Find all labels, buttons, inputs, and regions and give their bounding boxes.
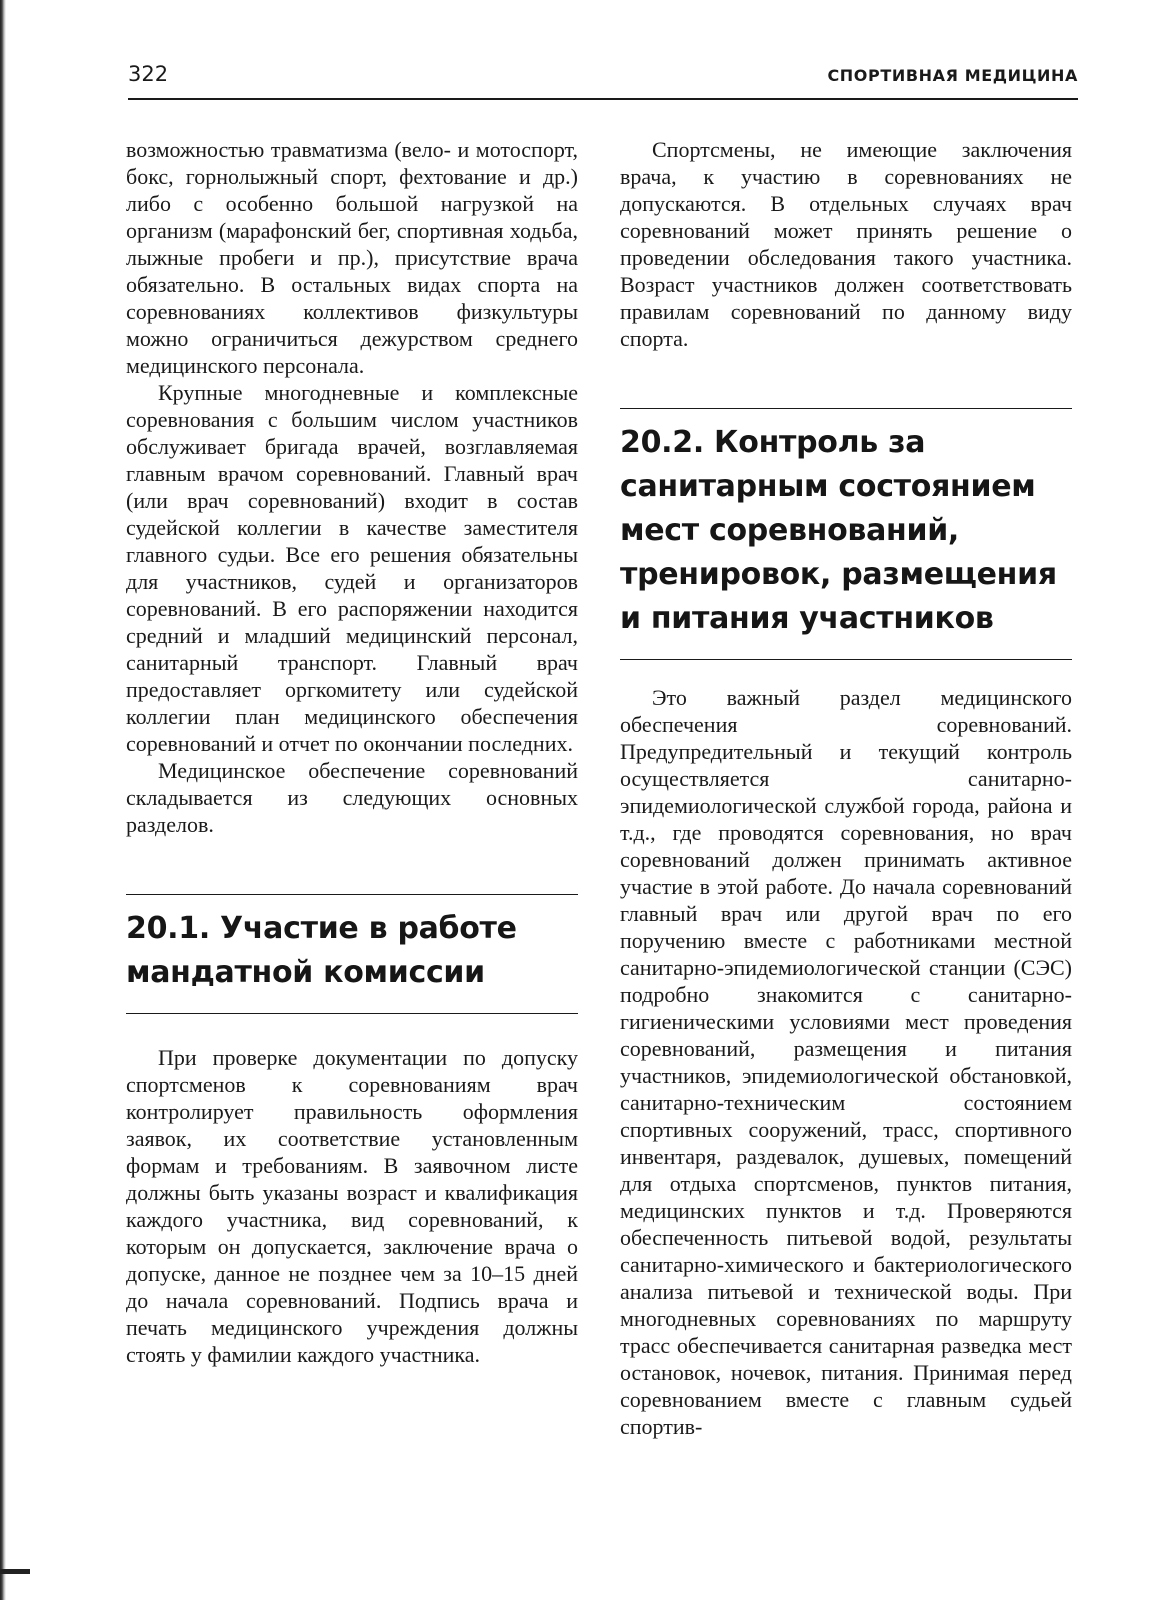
binding-edge <box>0 0 6 1600</box>
paragraph: При проверке документации по допуску спортсменов к соревнованиям врач контролирует правильность оформления заявок, их соответствие установленным формам и требованиям. В заявочном листе должны быть указаны возраст и квалификация каждого участника, вид соревнований, к которым он допускается, заключение врача о допуске, данное не позднее чем за 10–15 дней до начала соревнований. Подпись врача и печать медицинского учреждения должны стоять у фамилии каждого участника. <box>126 1045 578 1367</box>
running-title: СПОРТИВНАЯ МЕДИЦИНА <box>827 66 1078 85</box>
section-heading-block <box>126 894 578 1014</box>
paragraph: Крупные многодневные и комплексные соревнования с большим числом участников обслуживает бригада врачей, возглавляемая главным врачом соревнований. Главный врач (или врач соревнований) входит в состав судейской коллегии в качестве заместителя главного судьи. Все его решения обязательны для участников, судей и организаторов соревнований. В его распоряжении находится средний и младший медицинский персонал, санитарный транспорт. Главный врач предоставляет оргкомитету или судейской коллегии план медицинского обеспечения соревнований и отчет по окончании последних. <box>126 380 578 756</box>
paragraph: Это важный раздел медицинского обеспечения соревнований. Предупредительный и текущий контроль осуществляется санитарно-эпидемиологической службой города, района и т.д., где проводятся соревнования, но врач соревнований должен принимать активное участие в этой работе. До начала соревнований главный врач или другой врач по его поручению вместе с работниками местной санитарно-эпидемиологической станции (СЭС) подробно знакомится с санитарно-гигиеническими условиями мест проведения соревнований, размещения и питания участников, эпидемиологической обстановкой, санитарно-техническим состоянием спортивных сооружений, трасс, спортивного инвентаря, раздевалок, душевых, помещений для отдыха спортсменов, пунктов питания, медицинских пунктов и т.д. Проверяются обеспеченность питьевой водой, результаты санитарно-химического и бактериологического анализа питьевой и технической воды. При многодневных соревнованиях по маршруту трасс обеспечивается санитарная разведка мест остановок, ночевок, питания. Принимая перед соревнованием вместе с главным судьей спортив- <box>620 685 1072 1439</box>
paragraph: Медицинское обеспечение соревнований складывается из следующих основных разделов. <box>126 758 578 837</box>
right-column <box>620 136 1072 1440</box>
left-column <box>126 136 578 1368</box>
paragraph-continued: возможностью травматизма (вело- и мотоспорт, бокс, горнолыжный спорт, фехтование и др.) либо с особенно большой нагрузкой на организм (марафонский бег, спортивная ходьба, лыжные пробеги и пр.), присутствие врача обязательно. В остальных видах спорта на соревнованиях коллективов физкультуры можно ограничиться дежурством среднего медицинского персонала. <box>126 137 578 378</box>
section-heading: 20.2. Контроль за санитарным состоянием мест соревнований, тренировок, размещения и питания участников <box>620 425 1057 636</box>
section-heading-block <box>620 408 1072 660</box>
scan-corner-mark <box>0 1569 30 1574</box>
paragraph: Спортсмены, не имеющие заключения врача, к участию в соревнованиях не допускаются. В отдельных случаях врач соревнований может принять решение о проведении обследования такого участника. Возраст участников должен соответствовать правилам соревнований по данному виду спорта. <box>620 137 1072 351</box>
section-heading: 20.1. Участие в работе мандатной комиссии <box>126 911 517 990</box>
page-header <box>128 58 1078 100</box>
page-number: 322 <box>128 62 169 86</box>
